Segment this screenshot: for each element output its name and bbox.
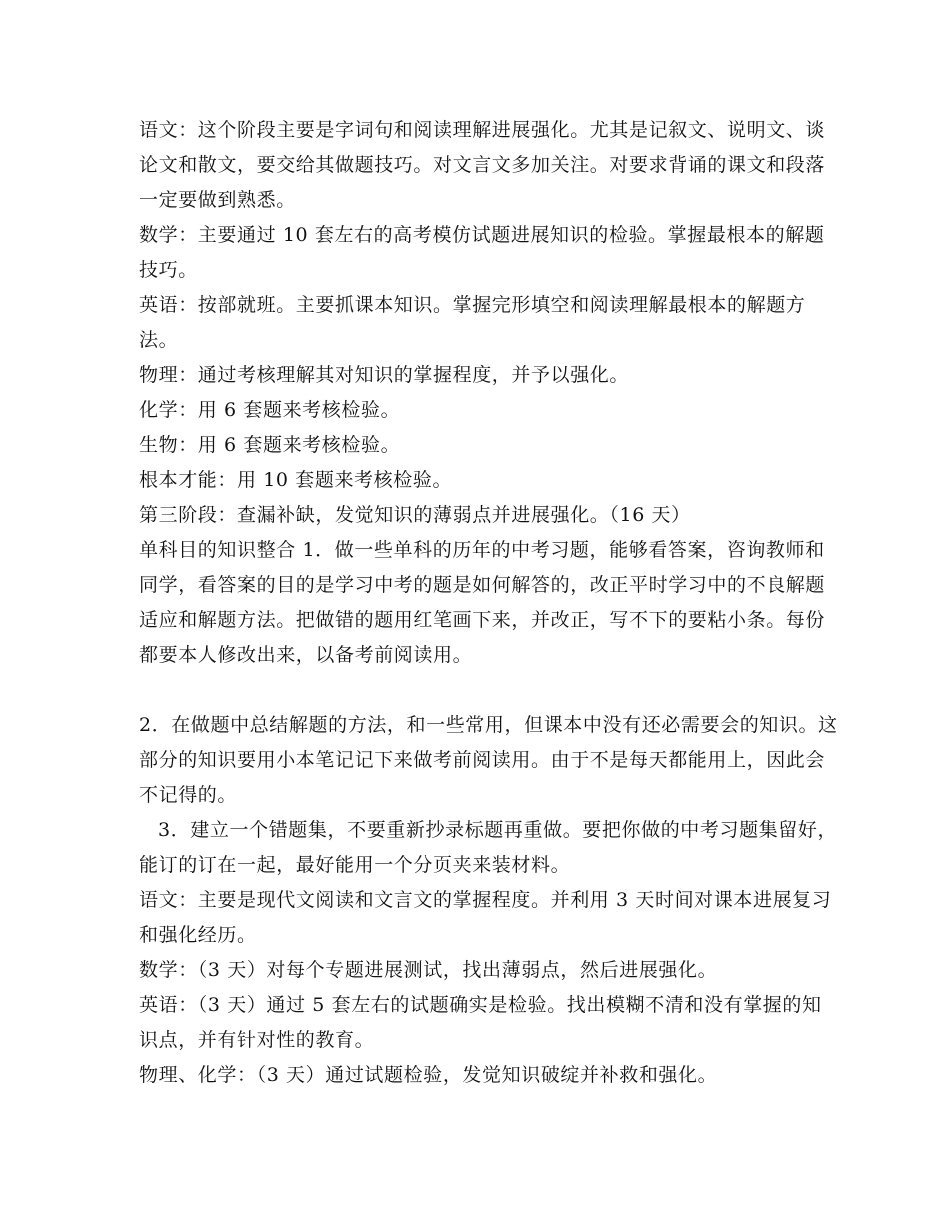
paragraph-english-review: 英语：（3 天）通过 5 套左右的试题确实是检验。找出模糊不清和没有掌握的知识点，并有针对性的教育。: [139, 994, 822, 1051]
paragraph-math-review: 数学：（3 天）对每个专题进展测试，找出薄弱点，然后进展强化。: [139, 959, 718, 981]
blank-line: [139, 673, 839, 708]
paragraph-physics-chemistry-review: 物理、化学：（3 天）通过试题检验，发觉知识破绽并补救和强化。: [139, 1064, 718, 1086]
paragraph-stage-three: 第三阶段：查漏补缺，发觉知识的薄弱点并进展强化。（16 天）: [139, 504, 691, 526]
paragraph-math: 数学：主要通过 10 套左右的高考模仿试题进展知识的检验。掌握最根本的解题技巧。: [139, 224, 825, 281]
paragraph-item-2: 2．在做题中总结解题的方法，和一些常用，但课本中没有还必需要会的知识。这部分的知识要用小本笔记记下来做考前阅读用。由于不是每天都能用上，因此会不记得的。: [139, 714, 838, 806]
paragraph-basic-ability: 根本才能：用 10 套题来考核检验。: [139, 469, 453, 491]
paragraph-chinese: 语文：这个阶段主要是字词句和阅读理解进展强化。尤其是记叙文、说明文、谈论文和散文，要交给其做题技巧。对文言文多加关注。对要求背诵的课文和段落一定要做到熟悉。: [139, 119, 826, 211]
paragraph-physics: 物理：通过考核理解其对知识的掌握程度，并予以强化。: [139, 364, 630, 386]
paragraph-chemistry: 化学：用 6 套题来考核检验。: [139, 399, 401, 421]
paragraph-knowledge-integration-1: 单科目的知识整合 1．做一些单科的历年的中考习题，能够看答案，咨询教师和同学，看答案的目的是学习中考的题是如何解答的，改正平时学习中的不良解题适应和解题方法。把做错的题用红笔画下来，并改正，写不下的要粘小条。每份都要本人修改出来，以备考前阅读用。: [139, 539, 826, 666]
paragraph-biology: 生物：用 6 套题来考核检验。: [139, 434, 401, 456]
paragraph-item-3: 3．建立一个错题集，不要重新抄录标题再重做。要把你做的中考习题集留好，能订的订在一起，最好能用一个分页夹来装材料。: [139, 819, 838, 876]
paragraph-english: 英语：按部就班。主要抓课本知识。掌握完形填空和阅读理解最根本的解题方法。: [139, 294, 806, 351]
paragraph-chinese-review: 语文：主要是现代文阅读和文言文的掌握程度。并利用 3 天时间对课本进展复习和强化经历。: [139, 889, 832, 946]
document-body: [139, 113, 839, 1093]
